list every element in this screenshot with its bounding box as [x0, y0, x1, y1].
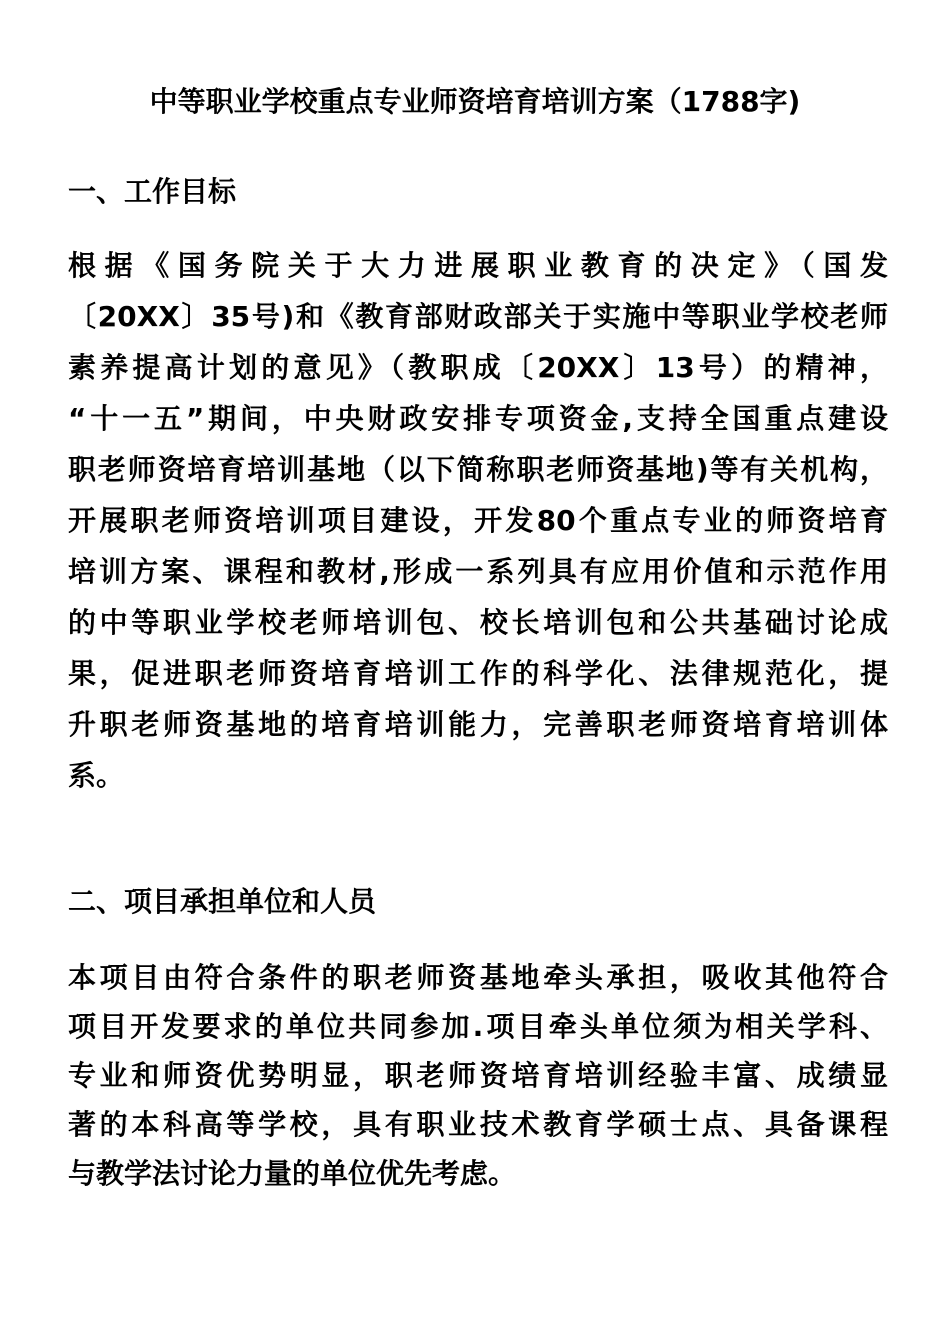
section-paragraph-work-goals — [68, 240, 888, 801]
document-title: 中等职业学校重点专业师资培育培训方案（1788字) — [149, 85, 801, 118]
section-heading-work-goals: 一、工作目标 — [68, 175, 237, 208]
paragraph-line: 〔20XX〕35号)和《教育部财政部关于实施中等职业学校老师 — [68, 300, 888, 333]
paragraph-line: 与教学法讨论力量的单位优先考虑。 — [68, 1157, 517, 1190]
paragraph-line: 本项目由符合条件的职老师资基地牵头承担，吸收其他符合 — [68, 961, 888, 994]
paragraph-line: 培训方案、课程和教材,形成一系列具有应用价值和示范作用 — [68, 555, 888, 588]
paragraph-line: 果，促进职老师资培育培训工作的科学化、法律规范化，提 — [68, 657, 888, 690]
paragraph-line: 系。 — [68, 759, 125, 792]
paragraph-line: 的中等职业学校老师培训包、校长培训包和公共基础讨论成 — [68, 606, 888, 639]
paragraph-line: 升职老师资基地的培育培训能力，完善职老师资培育培训体 — [68, 708, 888, 741]
paragraph-line: 专业和师资优势明显，职老师资培育培训经验丰富、成绩显 — [68, 1059, 888, 1092]
paragraph-line: 著的本科高等学校，具有职业技术教育学硕士点、具备课程 — [68, 1108, 888, 1141]
paragraph-line: 根据《国务院关于大力进展职业教育的决定》（国发 — [68, 249, 888, 282]
paragraph-line: 开展职老师资培训项目建设，开发80个重点专业的师资培育 — [68, 504, 888, 537]
paragraph-line: 职老师资培育培训基地（以下简称职老师资基地)等有关机构， — [68, 453, 888, 486]
paragraph-line: “十一五”期间，中央财政安排专项资金,支持全国重点建设 — [68, 402, 888, 435]
section-paragraph-project-units — [68, 953, 888, 1198]
section-heading-project-units: 二、项目承担单位和人员 — [68, 885, 377, 918]
paragraph-line: 项目开发要求的单位共同参加.项目牵头单位须为相关学科、 — [68, 1010, 888, 1043]
paragraph-line: 素养提高计划的意见》（教职成〔20XX〕13号）的精神， — [68, 351, 888, 384]
